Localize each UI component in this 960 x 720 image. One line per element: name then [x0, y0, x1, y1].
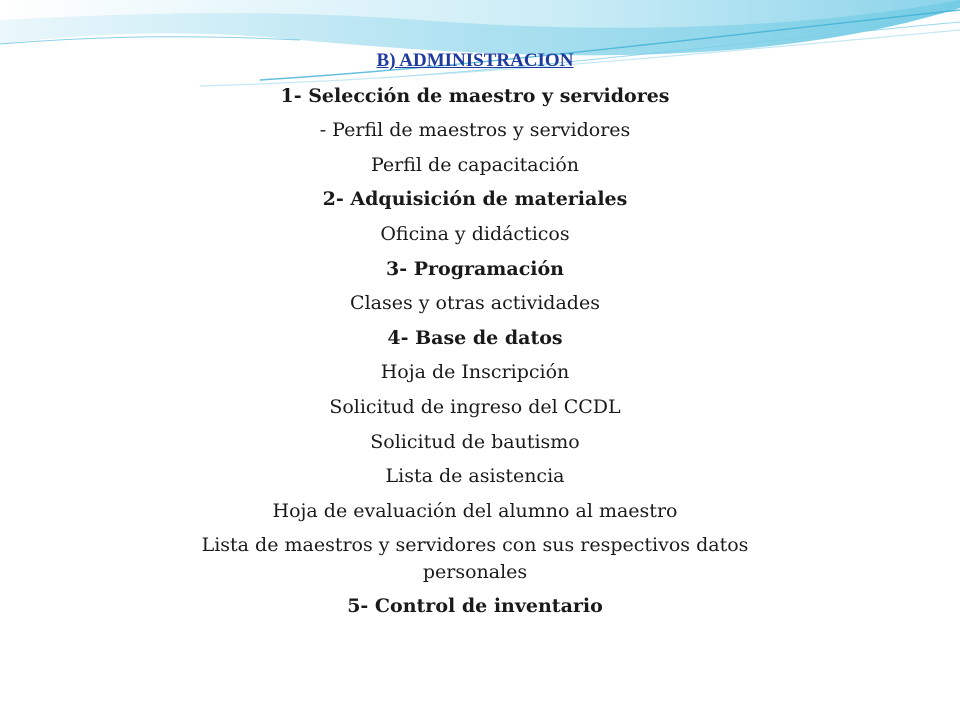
section-1-item-2: Perfil de capacitación [370, 153, 580, 176]
section-4-item-4: Lista de asistencia [385, 465, 565, 488]
section-2-item-1: Oficina y didácticos [380, 222, 570, 245]
slide-content [150, 44, 800, 624]
section-4-item-3: Solicitud de bautismo [370, 430, 580, 453]
section-3-item-1: Clases y otras actividades [350, 292, 600, 315]
section-3-title: 3- Programación [386, 257, 564, 280]
section-1-item-1: - Perfil de maestros y servidores [319, 119, 631, 142]
section-5-title: 5- Control de inventario [347, 595, 603, 618]
section-4-item-2: Solicitud de ingreso del CCDL [329, 395, 621, 418]
section-1-title: 1- Selección de maestro y servidores [280, 84, 670, 107]
section-4-item-1: Hoja de Inscripción [380, 361, 570, 384]
section-4-item-5: Hoja de evaluación del alumno al maestro [272, 499, 678, 522]
section-4-title: 4- Base de datos [387, 326, 563, 349]
section-2-title: 2- Adquisición de materiales [322, 188, 628, 211]
section-4-item-6: Lista de maestros y servidores con sus respectivos datos personales [201, 534, 749, 584]
slide-heading: B) ADMINISTRACION [376, 50, 574, 71]
